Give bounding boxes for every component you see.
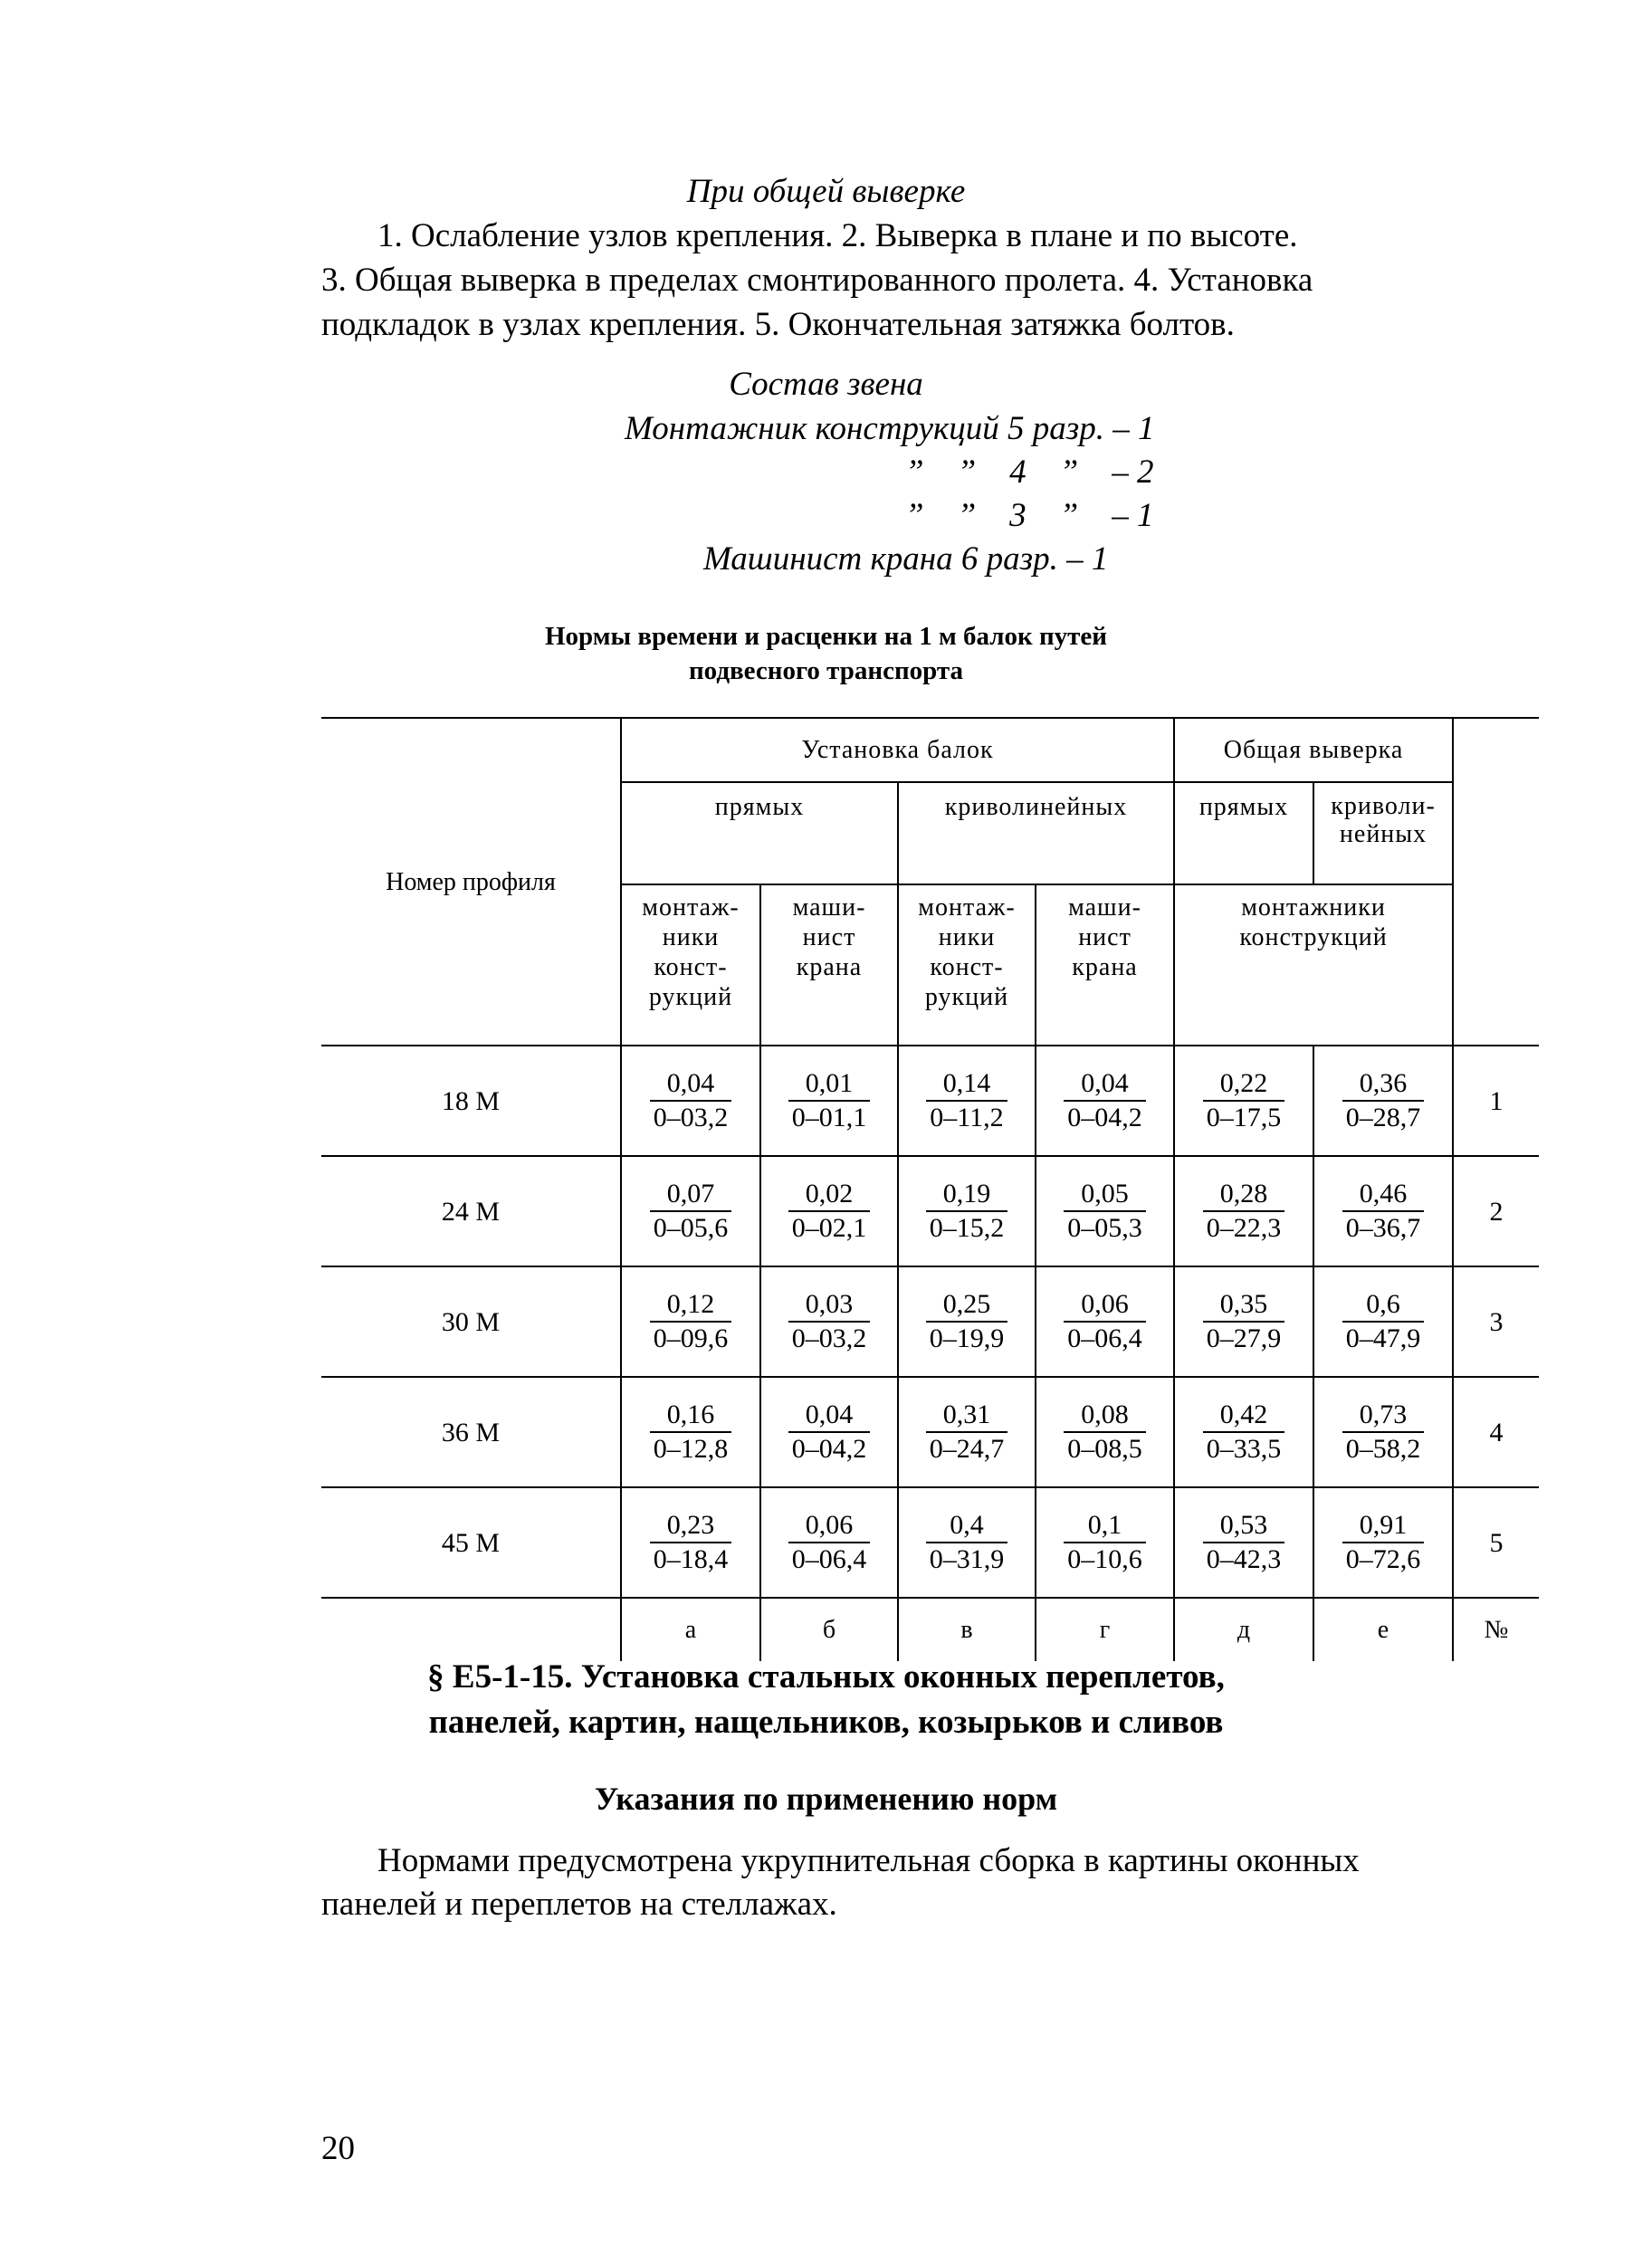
instructions-paragraph bbox=[321, 1839, 1539, 1926]
norm-value: $\frac{0,35}{0-27,9}$ bbox=[1203, 1288, 1285, 1355]
column-letter: д bbox=[1174, 1598, 1313, 1661]
column-letter: в bbox=[898, 1598, 1036, 1661]
norm-value: $\frac{0,14}{0-11,2}$ bbox=[926, 1067, 1007, 1134]
norm-value: $\frac{0,23}{0-18,4}$ bbox=[650, 1509, 732, 1576]
header-number-blank bbox=[1453, 718, 1539, 1046]
header-installers: монтаж- ники конст- рукций bbox=[621, 884, 760, 1046]
section-title bbox=[0, 1655, 1652, 1745]
column-letter: а bbox=[621, 1598, 760, 1661]
norm-value: $\frac{0,73}{0-58,2}$ bbox=[1342, 1399, 1425, 1466]
row-number: 5 bbox=[1453, 1487, 1539, 1598]
norm-value: $\frac{0,53}{0-42,3}$ bbox=[1203, 1509, 1285, 1576]
norm-value: $\frac{0,02}{0-02,1}$ bbox=[788, 1178, 871, 1245]
table-title-line: подвесного транспорта bbox=[688, 656, 964, 685]
header-crane-operator: маши- нист крана bbox=[760, 884, 898, 1046]
profile-cell: 24 М bbox=[321, 1156, 621, 1266]
norm-value: $\frac{0,05}{0-05,3}$ bbox=[1064, 1178, 1146, 1245]
norm-value: $\frac{0,36}{0-28,7}$ bbox=[1342, 1067, 1425, 1134]
header-check-straight: прямых bbox=[1174, 782, 1313, 884]
crew-line: ” ” 3 ” – 1 bbox=[905, 497, 1154, 534]
crew-title: Состав звена bbox=[729, 366, 923, 403]
norm-value: $\frac{0,04}{0-04,2}$ bbox=[788, 1399, 871, 1466]
table-title-line: Нормы времени и расценки на 1 м балок путей bbox=[545, 622, 1107, 651]
header-installers: монтаж- ники конст- рукций bbox=[898, 884, 1036, 1046]
profile-cell: 36 М bbox=[321, 1377, 621, 1487]
header-crane-operator: маши- нист крана bbox=[1036, 884, 1174, 1046]
norm-value: $\frac{0,31}{0-24,7}$ bbox=[926, 1399, 1008, 1466]
norm-value: $\frac{0,06}{0-06,4}$ bbox=[1064, 1288, 1146, 1355]
norm-value: $\frac{0,06}{0-06,4}$ bbox=[788, 1509, 871, 1576]
norm-value: $\frac{0,19}{0-15,2}$ bbox=[926, 1178, 1008, 1245]
text-line: Нормами предусмотрена укрупнительная сборка в картины оконных bbox=[377, 1842, 1360, 1879]
profile-cell: 18 М bbox=[321, 1046, 621, 1156]
norm-value: $\frac{0,16}{0-12,8}$ bbox=[650, 1399, 732, 1466]
row-number: 3 bbox=[1453, 1266, 1539, 1377]
norm-value: $\frac{0,22}{0-17,5}$ bbox=[1203, 1067, 1285, 1134]
row-number: 1 bbox=[1453, 1046, 1539, 1156]
text-line: подкладок в узлах крепления. 5. Окончательная затяжка болтов. bbox=[321, 306, 1235, 343]
norms-table bbox=[321, 717, 1539, 1661]
section-title-line: панелей, картин, нащельников, козырьков и сливов bbox=[428, 1704, 1224, 1741]
norm-value: $\frac{0,42}{0-33,5}$ bbox=[1203, 1399, 1285, 1466]
heading-general-check: При общей выверке bbox=[686, 173, 966, 210]
text-line: 3. Общая выверка в пределах смонтированного пролета. 4. Установка bbox=[321, 262, 1313, 299]
letter-row-blank bbox=[321, 1598, 621, 1661]
row-number: 4 bbox=[1453, 1377, 1539, 1487]
column-letter: е bbox=[1313, 1598, 1453, 1661]
column-number-label: № bbox=[1453, 1598, 1539, 1661]
text-line: 1. Ослабление узлов крепления. 2. Выверка в плане и по высоте. bbox=[377, 217, 1298, 254]
table-title bbox=[0, 619, 1652, 688]
norm-value: $\frac{0,6}{0-47,9}$ bbox=[1342, 1288, 1425, 1355]
norm-value: $\frac{0,04}{0-04,2}$ bbox=[1064, 1067, 1146, 1134]
header-straight: прямых bbox=[621, 782, 898, 884]
crew-line: Монтажник конструкций 5 разр. – 1 bbox=[625, 410, 1155, 447]
crew-line: ” ” 4 ” – 2 bbox=[905, 454, 1154, 491]
norm-value: $\frac{0,07}{0-05,6}$ bbox=[650, 1178, 732, 1245]
section-title-line: § Е5-1-15. Установка стальных оконных переплетов, bbox=[427, 1658, 1225, 1696]
column-letter: б bbox=[760, 1598, 898, 1661]
text-line: панелей и переплетов на стеллажах. bbox=[321, 1886, 837, 1923]
header-check-installers: монтажники конструкций bbox=[1174, 884, 1453, 1046]
header-install-beams: Установка балок bbox=[621, 718, 1174, 782]
norm-value: $\frac{0,4}{0-31,9}$ bbox=[926, 1509, 1008, 1576]
norm-value: $\frac{0,25}{0-19,9}$ bbox=[926, 1288, 1008, 1355]
profile-cell: 45 М bbox=[321, 1487, 621, 1598]
norm-value: $\frac{0,1}{0-10,6}$ bbox=[1064, 1509, 1146, 1576]
header-check-curved: криволи- нейных bbox=[1313, 782, 1453, 884]
profile-cell: 30 М bbox=[321, 1266, 621, 1377]
crew-line: Машинист крана 6 разр. – 1 bbox=[703, 540, 1109, 578]
header-profile: Номер профиля bbox=[321, 718, 621, 1046]
header-general-check: Общая выверка bbox=[1174, 718, 1453, 782]
row-number: 2 bbox=[1453, 1156, 1539, 1266]
instructions-title: Указания по применению норм bbox=[594, 1781, 1058, 1817]
norm-value: $\frac{0,46}{0-36,7}$ bbox=[1342, 1178, 1425, 1245]
norm-value: $\frac{0,01}{0-01,1}$ bbox=[788, 1067, 871, 1134]
norm-value: $\frac{0,08}{0-08,5}$ bbox=[1064, 1399, 1146, 1466]
norm-value: $\frac{0,91}{0-72,6}$ bbox=[1342, 1509, 1425, 1576]
norm-value: $\frac{0,12}{0-09,6}$ bbox=[650, 1288, 732, 1355]
header-curved: криволинейных bbox=[898, 782, 1174, 884]
general-steps-paragraph bbox=[321, 214, 1539, 347]
column-letter: г bbox=[1036, 1598, 1174, 1661]
page-number: 20 bbox=[321, 2130, 355, 2167]
norm-value: $\frac{0,28}{0-22,3}$ bbox=[1203, 1178, 1285, 1245]
norm-value: $\frac{0,03}{0-03,2}$ bbox=[788, 1288, 871, 1355]
norm-value: $\frac{0,04}{0-03,2}$ bbox=[650, 1067, 732, 1134]
